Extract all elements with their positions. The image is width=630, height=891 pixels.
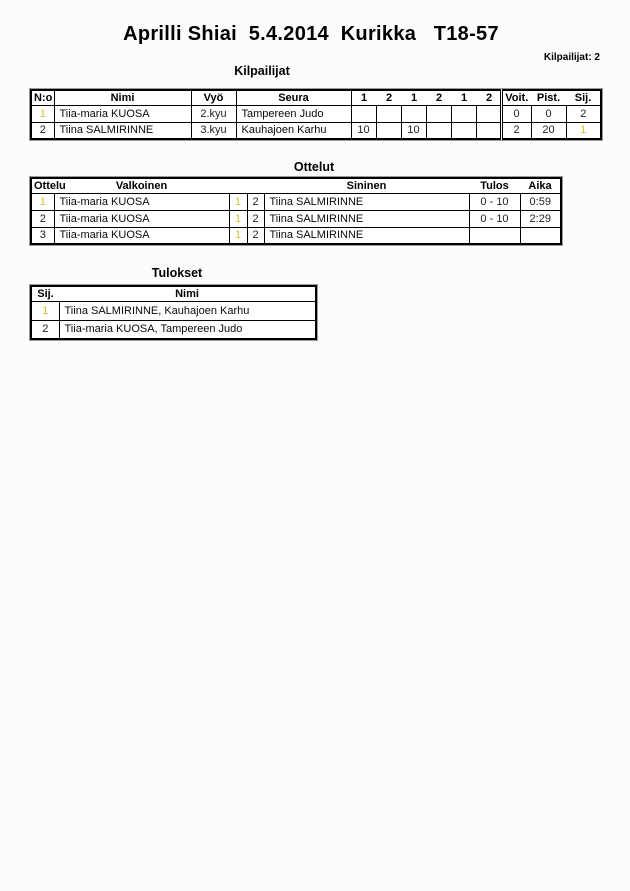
section-heading-kilpailijat: Kilpailijat bbox=[234, 64, 290, 78]
cell-competitor-no: 2 bbox=[31, 122, 54, 139]
cell-blue-name: Tiina SALMIRINNE bbox=[264, 210, 469, 227]
cell-result bbox=[469, 227, 520, 244]
col-header-sij: Sij. bbox=[31, 286, 59, 301]
ottelut-table bbox=[30, 177, 562, 245]
cell-white-name: Tiia-maria KUOSA bbox=[54, 227, 229, 244]
kilpailijat-row bbox=[31, 122, 601, 139]
competitors-count-label: Kilpailijat: 2 bbox=[543, 52, 600, 63]
cell-white-no: 1 bbox=[229, 210, 247, 227]
tulokset-header-row bbox=[31, 286, 316, 301]
col-header-sininen: Sininen bbox=[264, 178, 469, 193]
col-header-aika: Aika bbox=[520, 178, 561, 193]
cell-competitor-no: 1 bbox=[31, 105, 54, 122]
cell-belt: 3.kyu bbox=[191, 122, 236, 139]
col-header-tulos: Tulos bbox=[469, 178, 520, 193]
cell-club: Kauhajoen Karhu bbox=[236, 122, 351, 139]
cell-points: 20 bbox=[531, 122, 566, 139]
cell-score bbox=[401, 105, 426, 122]
tulokset-table bbox=[30, 285, 317, 340]
cell-points: 0 bbox=[531, 105, 566, 122]
col-header-blue-no bbox=[247, 178, 264, 193]
cell-blue-name: Tiina SALMIRINNE bbox=[264, 193, 469, 210]
score-col-4: 2 bbox=[435, 91, 443, 104]
col-header-scores bbox=[351, 90, 501, 105]
col-header-ottelu: Ottelu bbox=[31, 178, 54, 193]
cell-score bbox=[476, 105, 501, 122]
kilpailijat-header-row bbox=[31, 90, 601, 105]
cell-white-name: Tiia-maria KUOSA bbox=[54, 193, 229, 210]
cell-match-no: 2 bbox=[31, 210, 54, 227]
score-col-5: 1 bbox=[460, 91, 468, 104]
col-header-white-no bbox=[229, 178, 247, 193]
cell-competitor-name: Tiia-maria KUOSA bbox=[54, 105, 191, 122]
col-header-vyo: Vyö bbox=[191, 90, 236, 105]
cell-wins: 0 bbox=[501, 105, 531, 122]
cell-time bbox=[520, 227, 561, 244]
col-header-voit: Voit. bbox=[501, 90, 531, 105]
cell-score bbox=[451, 122, 476, 139]
cell-competitor-name: Tiina SALMIRINNE bbox=[54, 122, 191, 139]
cell-white-no: 1 bbox=[229, 227, 247, 244]
cell-belt: 2.kyu bbox=[191, 105, 236, 122]
cell-white-no: 1 bbox=[229, 193, 247, 210]
cell-score bbox=[426, 105, 451, 122]
section-heading-ottelut: Ottelut bbox=[293, 160, 335, 174]
cell-wins: 2 bbox=[501, 122, 531, 139]
col-header-sij: Sij. bbox=[566, 90, 601, 105]
cell-blue-name: Tiina SALMIRINNE bbox=[264, 227, 469, 244]
cell-blue-no: 2 bbox=[247, 210, 264, 227]
col-header-nimi: Nimi bbox=[59, 286, 316, 301]
cell-score: 10 bbox=[401, 122, 426, 139]
col-header-no: N:o bbox=[31, 90, 54, 105]
col-header-nimi: Nimi bbox=[54, 90, 191, 105]
cell-time: 0:59 bbox=[520, 193, 561, 210]
cell-score: 10 bbox=[351, 122, 376, 139]
score-col-2: 2 bbox=[385, 91, 393, 104]
cell-placement: 1 bbox=[566, 122, 601, 139]
col-header-seura: Seura bbox=[236, 90, 351, 105]
cell-competitor: Tiina SALMIRINNE, Kauhajoen Karhu bbox=[59, 301, 316, 320]
ottelut-header-row bbox=[31, 178, 561, 193]
cell-score bbox=[451, 105, 476, 122]
cell-placement: 2 bbox=[31, 320, 59, 339]
col-header-pist: Pist. bbox=[531, 90, 566, 105]
ottelut-row bbox=[31, 210, 561, 227]
score-col-1: 1 bbox=[360, 91, 368, 104]
score-col-6: 2 bbox=[485, 91, 493, 104]
cell-placement: 2 bbox=[566, 105, 601, 122]
tulokset-row bbox=[31, 301, 316, 320]
cell-match-no: 3 bbox=[31, 227, 54, 244]
cell-result: 0 - 10 bbox=[469, 210, 520, 227]
cell-blue-no: 2 bbox=[247, 193, 264, 210]
cell-white-name: Tiia-maria KUOSA bbox=[54, 210, 229, 227]
tulokset-row bbox=[31, 320, 316, 339]
section-heading-tulokset: Tulokset bbox=[151, 266, 203, 280]
cell-score bbox=[376, 105, 401, 122]
cell-competitor: Tiia-maria KUOSA, Tampereen Judo bbox=[59, 320, 316, 339]
page-title: Aprilli Shiai 5.4.2014 Kurikka T18-57 bbox=[123, 23, 499, 45]
cell-score bbox=[476, 122, 501, 139]
cell-club: Tampereen Judo bbox=[236, 105, 351, 122]
cell-score bbox=[376, 122, 401, 139]
cell-score bbox=[426, 122, 451, 139]
cell-result: 0 - 10 bbox=[469, 193, 520, 210]
cell-time: 2:29 bbox=[520, 210, 561, 227]
cell-score bbox=[351, 105, 376, 122]
cell-placement: 1 bbox=[31, 301, 59, 320]
col-header-valkoinen: Valkoinen bbox=[54, 178, 229, 193]
ottelut-row bbox=[31, 193, 561, 210]
cell-blue-no: 2 bbox=[247, 227, 264, 244]
kilpailijat-table bbox=[30, 89, 602, 140]
cell-match-no: 1 bbox=[31, 193, 54, 210]
kilpailijat-row bbox=[31, 105, 601, 122]
score-col-3: 1 bbox=[410, 91, 418, 104]
ottelut-row bbox=[31, 227, 561, 244]
